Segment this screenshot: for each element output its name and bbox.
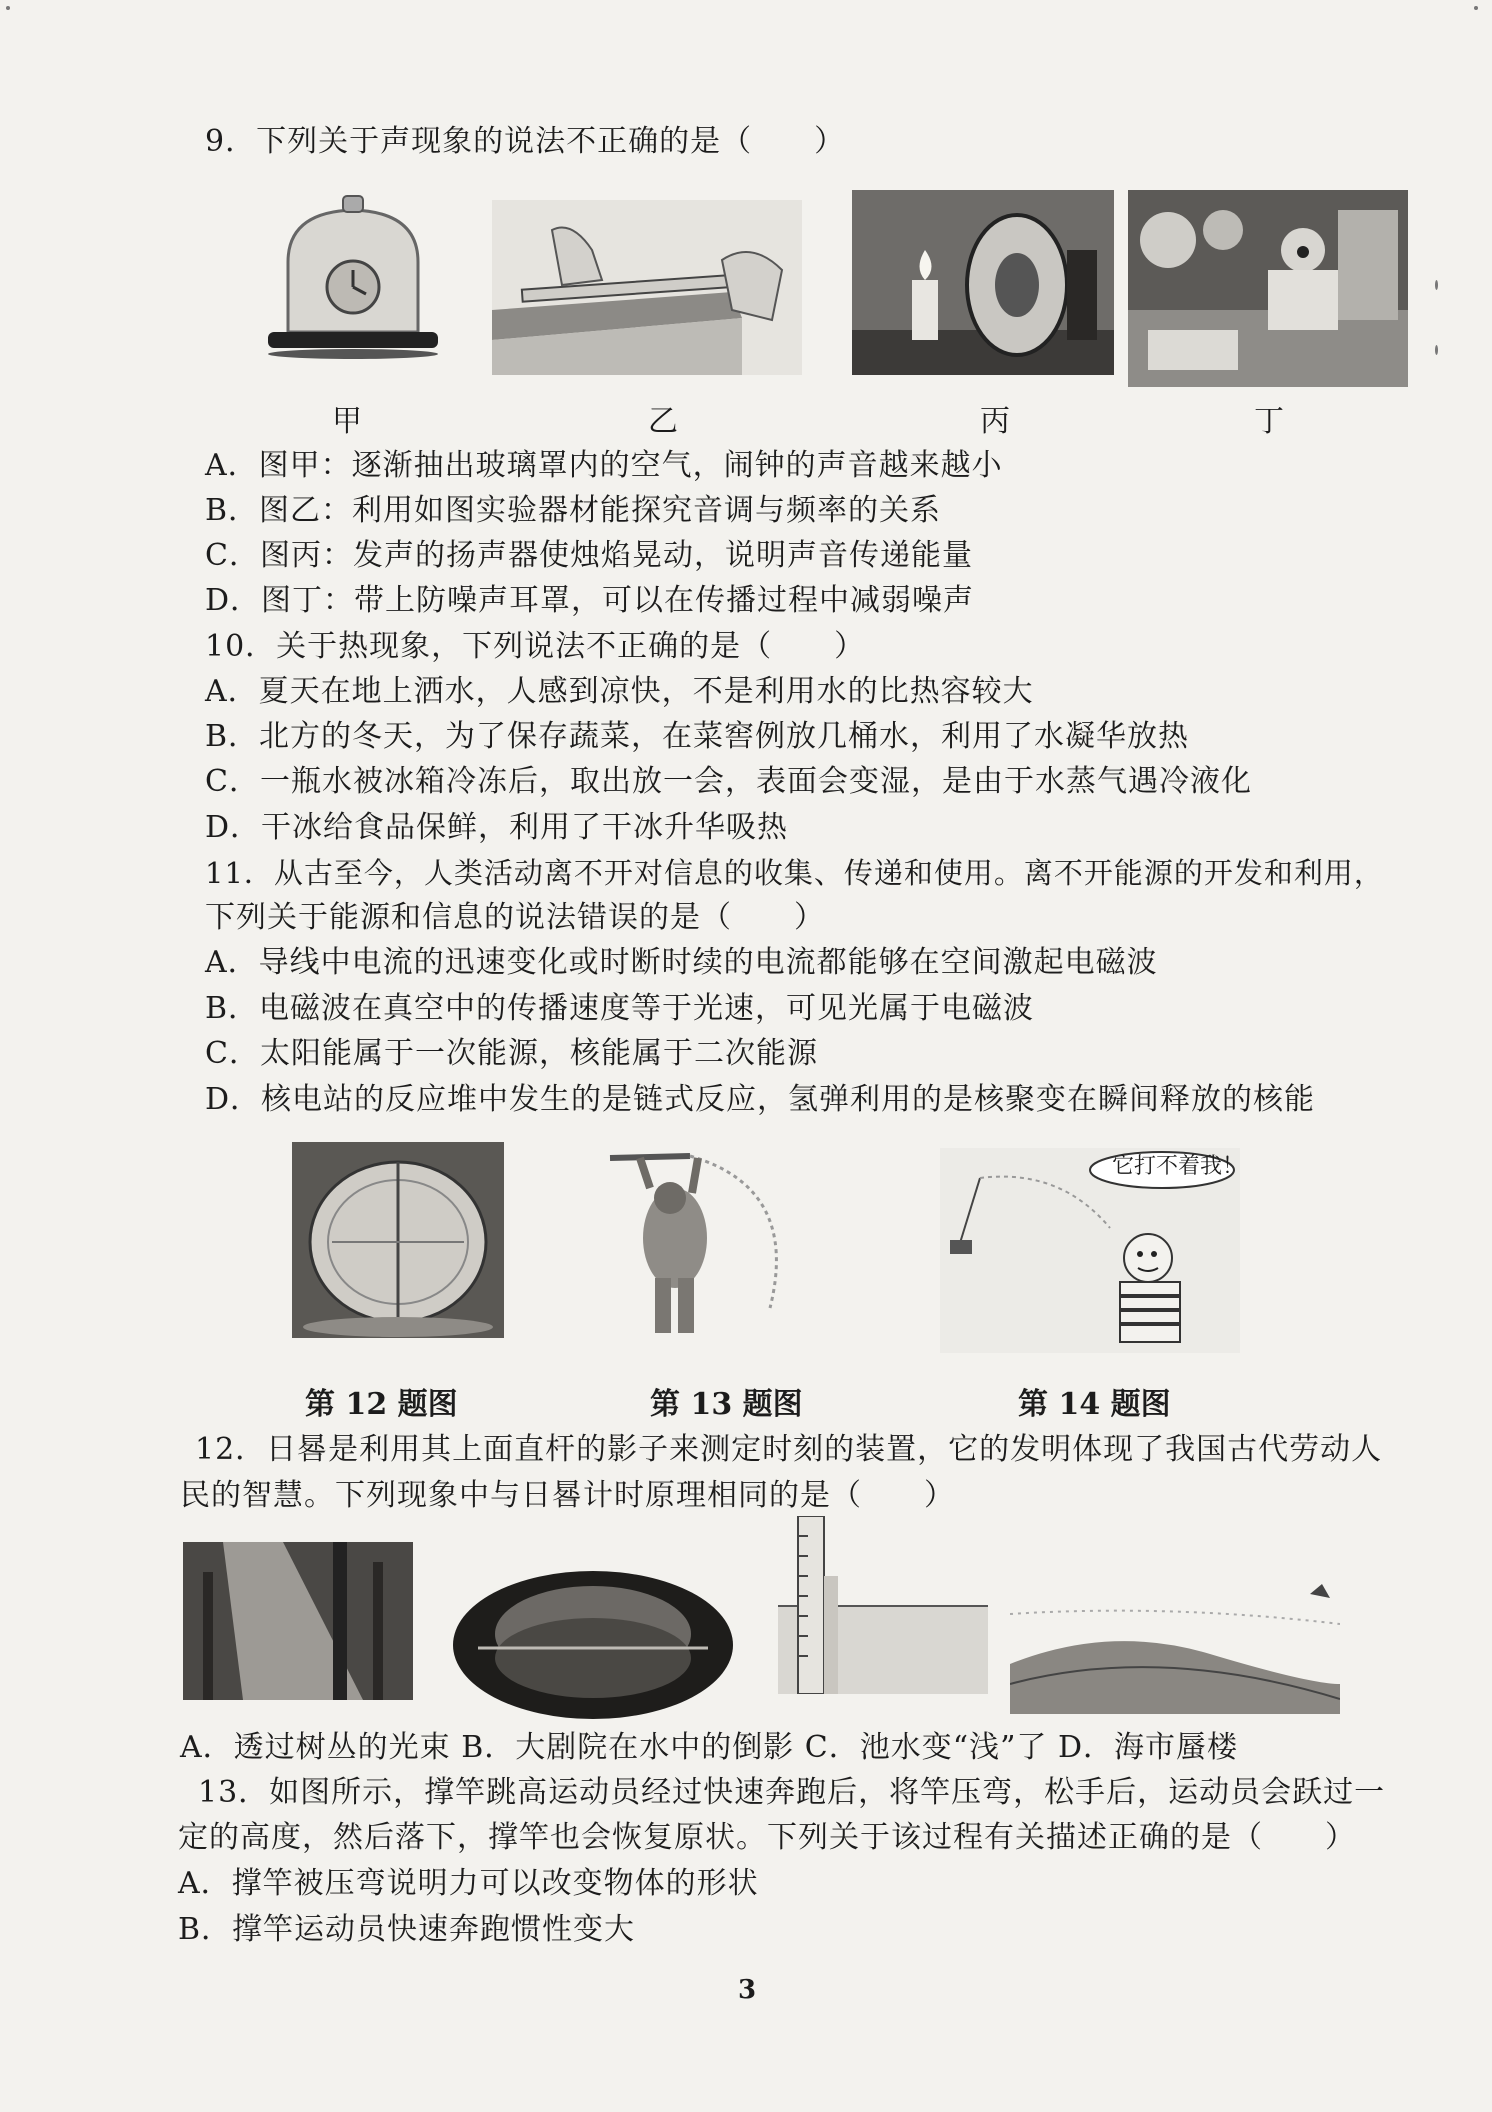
q13-stem-line1: 13．如图所示，撑竿跳高运动员经过快速奔跑后，将竿压弯，松手后，运动员会跃过一 [198,1775,1386,1810]
q11-option-d: D．核电站的反应堆中发生的是链式反应，氢弹利用的是核聚变在瞬间释放的核能 [205,1082,1316,1117]
pole-vault-figure [600,1148,810,1348]
q13-option-a: A．撑竿被压弯说明力可以改变物体的形状 [178,1866,759,1901]
q11-option-b: B．电磁波在真空中的传播速度等于光速，可见光属于电磁波 [205,991,1035,1026]
q11-stem-line1: 11．从古至今，人类活动离不开对信息的收集、传递和使用。离不开能源的开发和利用， [205,856,1384,890]
theater-reflection-figure [448,1566,738,1724]
figure-label-ding: 丁 [1254,404,1284,439]
sundial-figure [292,1142,504,1338]
pool-ruler-figure [778,1516,988,1694]
q10-option-d: D．干冰给食品保鲜，利用了干冰升华吸热 [205,810,789,845]
scan-speck [1435,345,1438,355]
scan-speck [6,6,10,10]
factory-worker-figure [1128,190,1408,387]
figure-label-bing: 丙 [980,404,1010,439]
bell-jar-figure [258,192,448,362]
q9-option-b: B．图乙：利用如图实验器材能探究音调与频率的关系 [205,493,942,528]
q11-option-c: C．太阳能属于一次能源，核能属于二次能源 [205,1036,818,1071]
q11-option-a: A．导线中电流的迅速变化或时断时续的电流都能够在空间激起电磁波 [205,945,1158,980]
speaker-candle-figure [852,190,1114,375]
q10-option-c: C．一瓶水被冰箱冷冻后，取出放一会，表面会变湿，是由于水蒸气遇冷液化 [205,764,1252,799]
q10-stem: 10．关于热现象，下列说法不正确的是（ ） [205,629,866,664]
q13-stem-line2: 定的高度，然后落下，撑竿也会恢复原状。下列关于该过程有关描述正确的是（ ） [178,1820,1356,1855]
q12-options: A．透过树丛的光束 B．大剧院在水中的倒影 C．池水变“浅”了 D．海市蜃楼 [180,1730,1238,1765]
q9-stem: 9．下列关于声现象的说法不正确的是（ ） [205,124,846,159]
mirage-figure [1010,1574,1340,1714]
q11-stem-line2: 下列关于能源和信息的说法错误的是（ ） [205,900,825,935]
figure-caption-12: 第 12 题图 [305,1387,458,1422]
q10-option-a: A．夏天在地上洒水，人感到凉快，不是利用水的比热容较大 [205,674,1034,709]
q9-option-a: A．图甲：逐渐抽出玻璃罩内的空气，闹钟的声音越来越小 [205,448,1003,483]
page-number: 3 [738,1975,757,2005]
ruler-figure [492,200,802,375]
q13-option-b: B．撑竿运动员快速奔跑惯性变大 [178,1912,636,1947]
q12-stem-line1: 12．日晷是利用其上面直杆的影子来测定时刻的装置，它的发明体现了我国古代劳动人 [195,1432,1383,1467]
scan-speck [1474,6,1478,10]
figure-caption-13: 第 13 题图 [650,1387,803,1422]
forest-light-figure [183,1542,413,1700]
q9-option-d: D．图丁：带上防噪声耳罩，可以在传播过程中减弱噪声 [205,583,975,618]
scan-speck [1435,280,1438,290]
q9-option-c: C．图丙：发声的扬声器使烛焰晃动，说明声音传递能量 [205,538,973,573]
speech-bubble-text: 它打不着我！ [1112,1154,1245,1179]
figure-caption-14: 第 14 题图 [1018,1387,1171,1422]
figure-label-jia: 甲 [332,404,362,439]
figure-label-yi: 乙 [648,404,678,439]
q12-stem-line2: 民的智慧。下列现象中与日晷计时原理相同的是（ ） [180,1478,955,1513]
q10-option-b: B．北方的冬天，为了保存蔬菜，在菜窖例放几桶水，利用了水凝华放热 [205,719,1190,754]
